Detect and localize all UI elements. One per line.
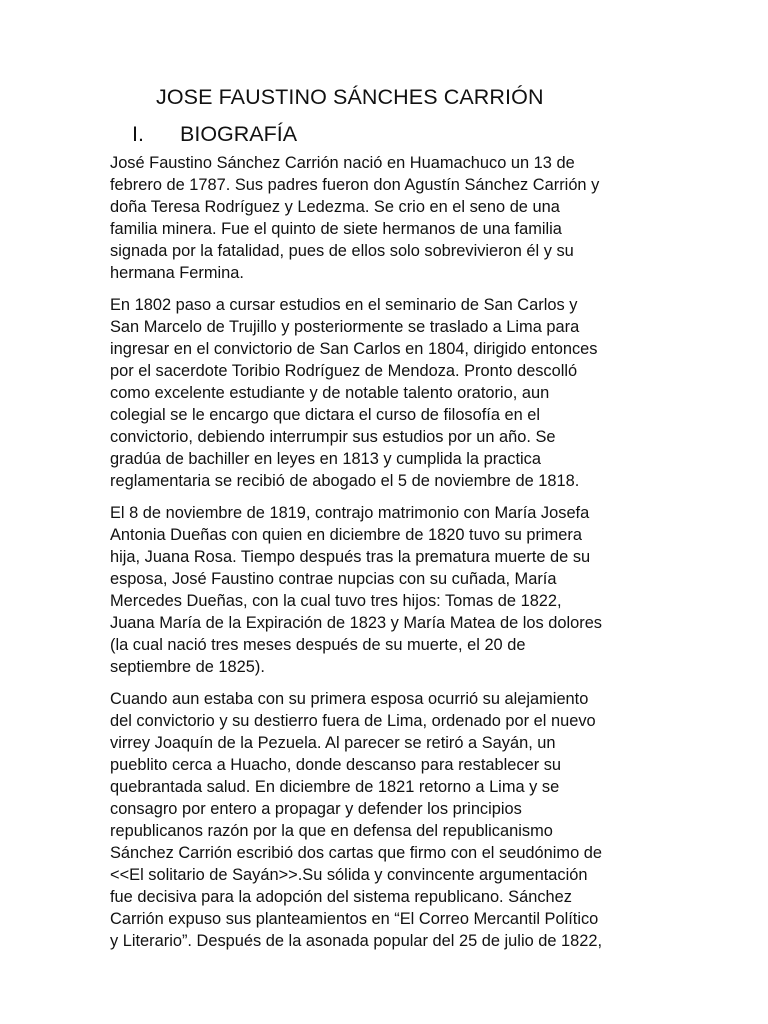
paragraph-line: gradúa de bachiller en leyes en 1813 y cumplida la practica bbox=[110, 450, 541, 468]
paragraph-line: virrey Joaquín de la Pezuela. Al parecer se retiró a Sayán, un bbox=[110, 734, 556, 752]
paragraph-line: consagro por entero a propagar y defender los principios bbox=[110, 800, 522, 818]
paragraph-line: ingresar en el convictorio de San Carlos en 1804, dirigido entonces bbox=[110, 340, 598, 358]
paragraph-line: (la cual nació tres meses después de su muerte, el 20 de bbox=[110, 636, 526, 654]
document-title: JOSE FAUSTINO SÁNCHES CARRIÓN bbox=[156, 85, 544, 109]
paragraph-line: Juana María de la Expiración de 1823 y María Matea de los dolores bbox=[110, 614, 602, 632]
paragraph-line: hermana Fermina. bbox=[110, 264, 244, 282]
paragraph-line: Antonia Dueñas con quien en diciembre de 1820 tuvo su primera bbox=[110, 526, 582, 544]
paragraph-line: Carrión expuso sus planteamientos en “El Correo Mercantil Político bbox=[110, 910, 599, 928]
paragraph-4 bbox=[110, 688, 750, 952]
paragraph-line: fue decisiva para la adopción del sistema republicano. Sánchez bbox=[110, 888, 572, 906]
paragraph-line: como excelente estudiante y de notable talento oratorio, aun bbox=[110, 384, 550, 402]
paragraph-line: doña Teresa Rodríguez y Ledezma. Se crio en el seno de una bbox=[110, 198, 560, 216]
paragraph-line: esposa, José Faustino contrae nupcias con su cuñada, María bbox=[110, 570, 557, 588]
paragraph-line: signada por la fatalidad, pues de ellos solo sobrevivieron él y su bbox=[110, 242, 574, 260]
paragraph-line: reglamentaria se recibió de abogado el 5 de noviembre de 1818. bbox=[110, 472, 580, 490]
paragraph-line: hija, Juana Rosa. Tiempo después tras la prematura muerte de su bbox=[110, 548, 591, 566]
paragraph-line: El 8 de noviembre de 1819, contrajo matrimonio con María Josefa bbox=[110, 504, 590, 522]
paragraph-line: Cuando aun estaba con su primera esposa ocurrió su alejamiento bbox=[110, 690, 589, 708]
document-body bbox=[110, 152, 750, 962]
paragraph-line: Sánchez Carrión escribió dos cartas que firmo con el seudónimo de bbox=[110, 844, 602, 862]
paragraph-line: septiembre de 1825). bbox=[110, 658, 265, 676]
paragraph-line: colegial se le encargo que dictara el curso de filosofía en el bbox=[110, 406, 541, 424]
paragraph-2 bbox=[110, 294, 750, 492]
paragraph-line: quebrantada salud. En diciembre de 1821 retorno a Lima y se bbox=[110, 778, 560, 796]
section-heading bbox=[132, 122, 297, 147]
paragraph-line: <<El solitario de Sayán>>.Su sólida y convincente argumentación bbox=[110, 866, 588, 884]
paragraph-line: familia minera. Fue el quinto de siete hermanos de una familia bbox=[110, 220, 562, 238]
paragraph-line: Mercedes Dueñas, con la cual tuvo tres hijos: Tomas de 1822, bbox=[110, 592, 562, 610]
paragraph-line: del convictorio y su destierro fuera de Lima, ordenado por el nuevo bbox=[110, 712, 596, 730]
paragraph-1 bbox=[110, 152, 750, 284]
paragraph-line: republicanos razón por la que en defensa del republicanismo bbox=[110, 822, 553, 840]
paragraph-line: por el sacerdote Toribio Rodríguez de Mendoza. Pronto descolló bbox=[110, 362, 578, 380]
paragraph-line: En 1802 paso a cursar estudios en el seminario de San Carlos y bbox=[110, 296, 578, 314]
paragraph-line: febrero de 1787. Sus padres fueron don Agustín Sánchez Carrión y bbox=[110, 176, 600, 194]
paragraph-3 bbox=[110, 502, 750, 678]
section-title: BIOGRAFÍA bbox=[180, 122, 298, 146]
paragraph-line: José Faustino Sánchez Carrión nació en Huamachuco un 13 de bbox=[110, 154, 575, 172]
paragraph-line: convictorio, debiendo interrumpir sus estudios por un año. Se bbox=[110, 428, 556, 446]
paragraph-line: pueblito cerca a Huacho, donde descanso para restablecer su bbox=[110, 756, 562, 774]
section-number: I. bbox=[132, 122, 144, 146]
paragraph-line: San Marcelo de Trujillo y posteriormente se traslado a Lima para bbox=[110, 318, 580, 336]
paragraph-line: y Literario”. Después de la asonada popular del 25 de julio de 1822, bbox=[110, 932, 603, 950]
